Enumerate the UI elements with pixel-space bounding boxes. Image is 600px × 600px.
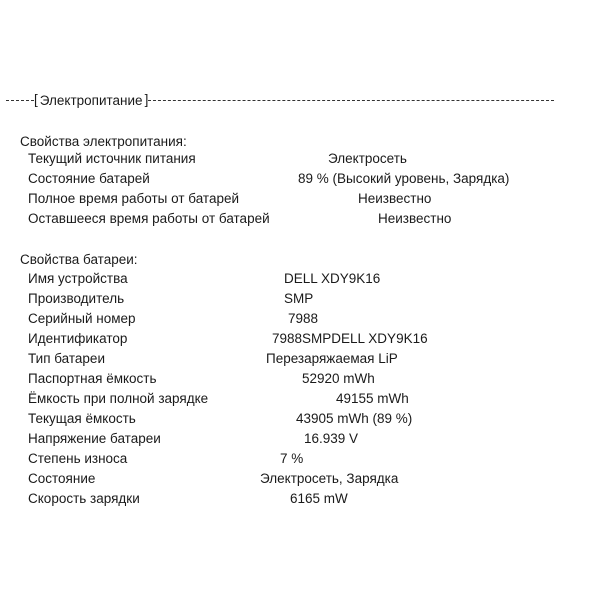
battery-row [28,371,588,391]
battery-row-label: Идентификатор [28,331,128,346]
header-title: Электропитание [39,92,143,108]
battery-row [28,431,588,451]
battery-row [28,311,588,331]
battery-row-label: Имя устройства [28,271,128,286]
battery-row-value: Электросеть, Зарядка [260,471,399,486]
battery-row-value: DELL XDY9K16 [284,271,381,286]
battery-row-value: 43905 mWh (89 %) [296,411,413,426]
power-row [28,211,588,231]
battery-row [28,271,588,291]
battery-row-value: 7 % [280,451,304,466]
power-row-label: Состояние батарей [28,171,150,186]
battery-row-label: Текущая ёмкость [28,411,136,426]
power-row [28,151,588,171]
battery-row-label: Напряжение батареи [28,431,161,446]
power-row-value: Неизвестно [378,211,452,226]
power-row-value: Электросеть [328,151,407,166]
battery-properties-title: Свойства батареи: [20,252,138,267]
battery-row-label: Производитель [28,291,125,306]
power-row-value: 89 % (Высокий уровень, Зарядка) [298,171,510,186]
battery-row-value: 49155 mWh [336,391,409,406]
header-divider-right [148,100,554,101]
power-row [28,171,588,191]
power-row-value: Неизвестно [358,191,432,206]
battery-row-label: Тип батареи [28,351,105,366]
battery-row [28,411,588,431]
battery-row-label: Степень износа [28,451,128,466]
battery-row-label: Паспортная ёмкость [28,371,157,386]
battery-row [28,491,588,511]
battery-row-value: 7988 [288,311,319,326]
battery-row-value: 6165 mW [290,491,348,506]
battery-row-label: Ёмкость при полной зарядке [28,391,209,406]
battery-row [28,471,588,491]
header-close-bracket: ] [144,92,149,107]
battery-row-label: Серийный номер [28,311,136,326]
power-row-label: Полное время работы от батарей [28,191,240,206]
power-row-label: Текущий источник питания [28,151,196,166]
battery-row-value: 16.939 V [304,431,359,446]
battery-row [28,351,588,371]
power-row [28,191,588,211]
battery-row [28,391,588,411]
battery-row [28,451,588,471]
battery-row [28,291,588,311]
battery-row-value: Перезаряжаемая LiP [266,351,398,366]
power-properties-title: Свойства электропитания: [20,134,187,149]
header-open-bracket: [ [34,92,38,107]
battery-row-label: Скорость зарядки [28,491,140,506]
battery-row-value: SMP [284,291,314,306]
battery-row-value: 52920 mWh [302,371,375,386]
section-header-power [6,92,594,112]
battery-row [28,331,588,351]
battery-row-label: Состояние [28,471,96,486]
power-row-label: Оставшееся время работы от батарей [28,211,270,226]
header-divider-left [6,100,34,101]
battery-row-value: 7988SMPDELL XDY9K16 [272,331,428,346]
